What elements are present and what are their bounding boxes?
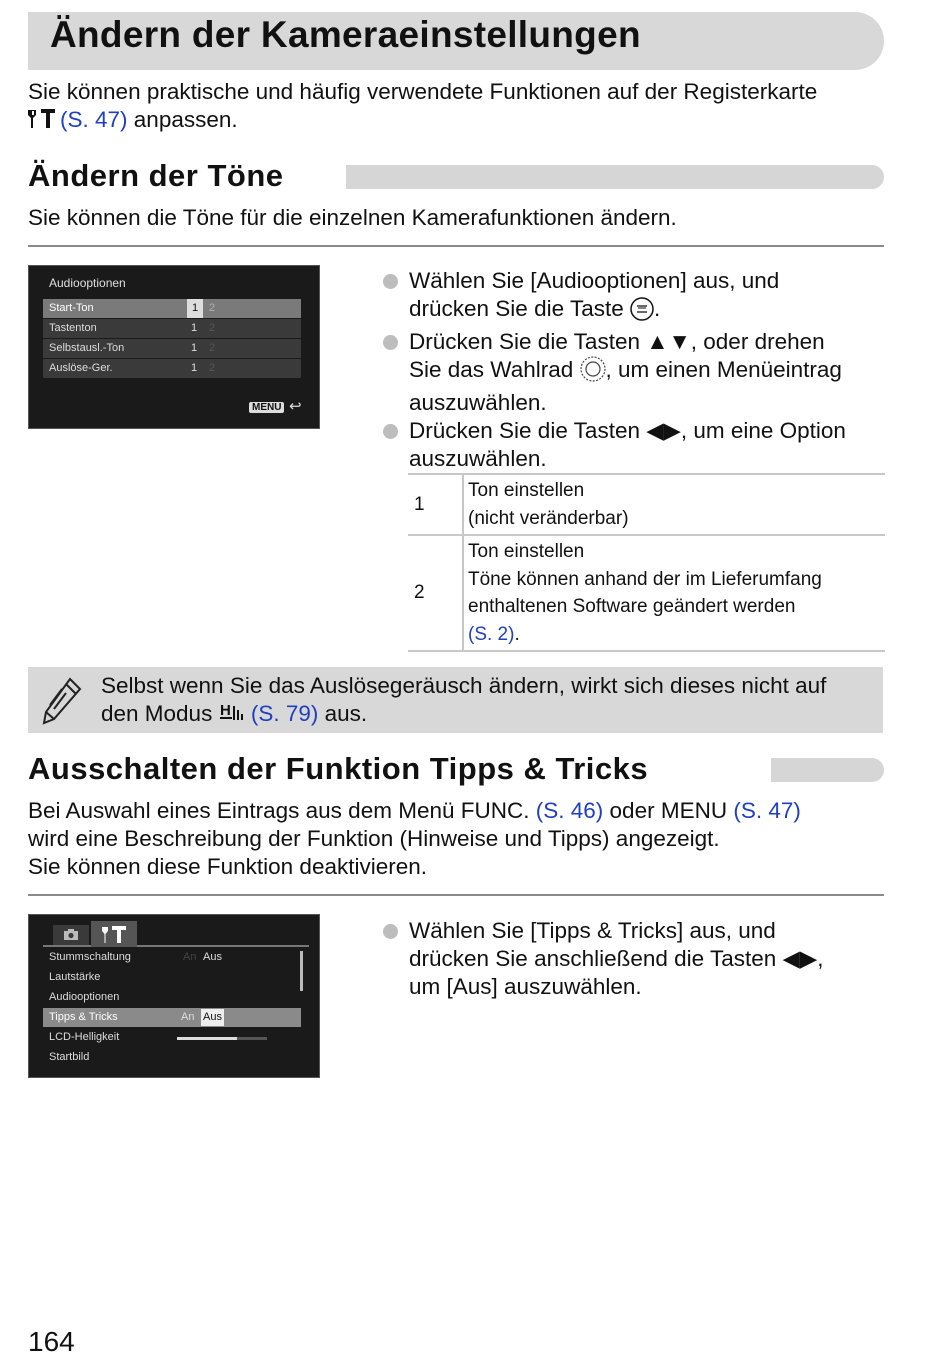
section1-heading-bar: [346, 165, 884, 189]
instruction-step: [383, 267, 893, 328]
menu-link[interactable]: (S. 47): [733, 798, 801, 823]
instruction-step: [383, 328, 893, 417]
section2-instructions: [383, 917, 893, 1001]
step-text: Wählen Sie [Tipps & Tricks] aus, und: [409, 918, 776, 943]
note-box: [28, 667, 883, 733]
brightness-level-remainder: [237, 1037, 267, 1040]
camera-tab[interactable]: [53, 925, 89, 945]
section1-subtitle: Sie können die Töne für die einzelnen Kamerafunktionen ändern.: [28, 205, 677, 230]
step-text: .: [653, 296, 661, 321]
para-text: oder MENU: [609, 798, 728, 823]
step-text: Drücken Sie die Tasten: [409, 329, 640, 354]
option-number: 1: [408, 474, 463, 535]
menu-row[interactable]: [43, 339, 301, 358]
intro-link[interactable]: (S. 47): [60, 107, 128, 132]
menu-row-value-1: 1: [187, 299, 203, 318]
section2-heading-bar: [771, 758, 884, 782]
option-line: (nicht veränderbar): [468, 507, 629, 529]
bullet-dot-icon: [383, 274, 398, 289]
step-text: drücken Sie die Taste: [409, 296, 624, 321]
section2-paragraph: [28, 797, 908, 881]
intro-text: Sie können praktische und häufig verwendete Funktionen auf der Registerkarte: [28, 79, 818, 104]
table-row: [408, 535, 885, 651]
option-number: 2: [408, 535, 463, 651]
menu-row[interactable]: [43, 948, 301, 967]
func-set-button-icon: [630, 297, 654, 328]
section1-heading: Ändern der Töne: [28, 158, 284, 193]
instruction-step: [383, 917, 893, 1001]
setup-tab-icon: [91, 921, 137, 947]
step-text: drücken Sie anschließend die Tasten: [409, 946, 777, 971]
menu-row-value-2: 2: [209, 302, 216, 314]
menu-row[interactable]: [43, 299, 301, 318]
para-text: Sie können diese Funktion deaktivieren.: [28, 854, 428, 879]
intro-paragraph: [28, 78, 898, 136]
para-text: Bei Auswahl eines Eintrags aus dem Menü FUNC.: [28, 798, 530, 823]
step-text: auszuwählen.: [409, 446, 547, 471]
step-text: Wählen Sie [Audiooptionen] aus, und: [409, 268, 780, 293]
menu-row-label: Startbild: [49, 1051, 90, 1063]
menu-row-value-1: 1: [191, 362, 198, 374]
option-line: Töne können anhand der im Lieferumfang: [468, 568, 822, 590]
step-text: , um eine Option: [680, 418, 846, 443]
menu-row-label: Audiooptionen: [49, 991, 120, 1003]
page-number: 164: [28, 1326, 75, 1357]
menu-row-label: Auslöse-Ger.: [49, 362, 113, 374]
table-row: [408, 474, 885, 535]
menu-row-label: Selbstausl.-Ton: [49, 342, 125, 354]
note-link[interactable]: (S. 79): [250, 701, 319, 726]
setup-tab-icon: [28, 107, 56, 136]
screen-title: Audiooptionen: [49, 276, 126, 290]
menu-row-label: Lautstärke: [49, 971, 101, 983]
note-line: den Modus: [101, 701, 213, 726]
menu-row-option: An: [181, 1011, 195, 1023]
section2-heading: Ausschalten der Funktion Tipps & Tricks: [28, 751, 649, 786]
func-link[interactable]: (S. 46): [535, 798, 604, 823]
hi-speed-burst-mode-icon: [219, 700, 245, 731]
section1-instructions: [383, 267, 893, 473]
bullet-dot-icon: [383, 335, 398, 350]
option-table: [408, 473, 885, 652]
camera-tab-icon: [53, 925, 89, 945]
bullet-dot-icon: [383, 924, 398, 939]
bullet-dot-icon: [383, 424, 398, 439]
section1-divider: [28, 245, 884, 247]
intro-after: anpassen.: [133, 107, 238, 132]
menu-row-label: Tastenton: [49, 322, 97, 334]
para-text: wird eine Beschreibung der Funktion (Hinweise und Tipps) angezeigt.: [28, 826, 720, 851]
section2-divider: [28, 894, 884, 896]
menu-row-option: An: [183, 951, 197, 963]
pencil-note-icon: [40, 675, 84, 732]
menu-row-value-2: 2: [209, 342, 216, 354]
instruction-step: [383, 417, 893, 473]
left-right-arrow-icon: ◀▶: [646, 418, 681, 443]
up-down-arrow-icon: ▲▼: [646, 329, 691, 354]
option-line: enthaltenen Software geändert werden: [468, 596, 796, 617]
left-right-arrow-icon: ◀▶: [782, 946, 818, 971]
menu-row-value-1: 1: [191, 322, 198, 334]
brightness-level-bar: [177, 1037, 237, 1040]
menu-row[interactable]: [43, 968, 301, 987]
step-text: auszuwählen.: [409, 390, 547, 415]
menu-row-value: Aus: [201, 1009, 224, 1026]
menu-row[interactable]: [43, 359, 301, 378]
menu-button-label: MENU: [249, 402, 284, 413]
control-dial-icon: [580, 356, 606, 389]
back-icon: ↩: [289, 398, 302, 415]
step-text: ,: [817, 946, 824, 971]
option-description: [463, 474, 885, 535]
menu-row[interactable]: [43, 1048, 301, 1067]
note-text: [101, 672, 826, 731]
note-line: aus.: [324, 701, 368, 726]
camera-screen-audio: [28, 265, 320, 429]
step-text: , oder drehen: [690, 329, 825, 354]
svg-text:H: H: [219, 702, 231, 719]
menu-scrollbar[interactable]: [300, 951, 303, 991]
option-description: [463, 535, 885, 651]
menu-row[interactable]: [43, 319, 301, 338]
menu-row-value-1: 1: [191, 342, 198, 354]
camera-screen-settings: [28, 914, 320, 1078]
option-line: .: [514, 623, 520, 645]
menu-row-value-2: 2: [209, 322, 216, 334]
menu-row[interactable]: [43, 1028, 301, 1047]
menu-row-label: LCD-Helligkeit: [49, 1031, 120, 1043]
step-text: um [Aus] auszuwählen.: [409, 974, 642, 999]
option-link[interactable]: (S. 2): [468, 623, 515, 645]
step-text: Sie das Wahlrad: [409, 357, 574, 382]
step-text: , um einen Menüeintrag: [605, 357, 842, 382]
menu-row-value: Aus: [203, 951, 222, 963]
page-title: Ändern der Kameraeinstellungen: [50, 14, 641, 55]
menu-row[interactable]: [43, 1008, 301, 1027]
step-text: Drücken Sie die Tasten: [409, 418, 640, 443]
menu-row-value-2: 2: [209, 362, 216, 374]
menu-row[interactable]: [43, 988, 301, 1007]
menu-row-label: Start-Ton: [49, 302, 94, 314]
option-line: Ton einstellen: [468, 541, 585, 562]
setup-tab[interactable]: [91, 921, 137, 947]
note-line: Selbst wenn Sie das Auslösegeräusch ändern, wirkt sich dieses nicht auf: [101, 673, 827, 698]
menu-row-label: Tipps & Tricks: [49, 1011, 118, 1023]
menu-row-label: Stummschaltung: [49, 951, 131, 963]
option-line: Ton einstellen: [468, 480, 585, 501]
